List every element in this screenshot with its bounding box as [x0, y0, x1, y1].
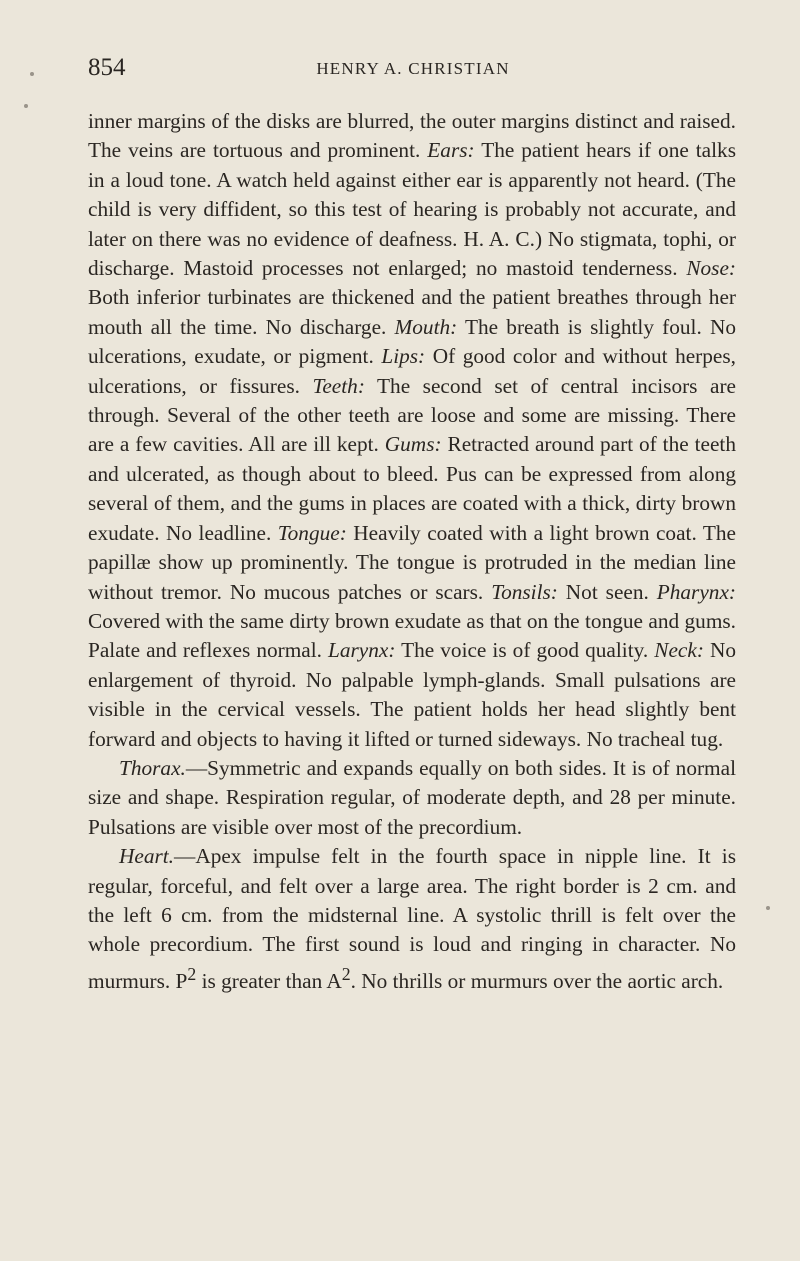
section-heading: Teeth:: [312, 373, 365, 398]
paragraph: [88, 107, 736, 754]
text-run: Heavily coated with a light brown coat. The papillæ show up prominently. The tongue is protruded in the median line without tremor. No mucous patches or scars.: [88, 520, 736, 604]
paragraph: [88, 754, 736, 842]
section-heading: Heart.: [119, 844, 175, 869]
text-run: No enlargement of thyroid. No palpable lymph-glands. Small pulsations are visible in the cervical vessels. The patient holds her head slightly bent forward and objects to having it lifted or turned sideways. No tracheal tug.: [88, 638, 736, 751]
section-heading: Gums:: [384, 432, 442, 457]
section-heading: Neck:: [654, 638, 704, 663]
text-run: Not seen.: [557, 579, 657, 604]
text-run: —Apex impulse felt in the fourth space in nipple line. It is regular, forceful, and felt over a large area. The right border is 2 cm. and the left 6 cm. from the midsternal line. A systolic thrill is felt over the whole precordium. The first sound is loud and ringing in character. No murmurs. P: [88, 844, 736, 993]
text-run: —Symmetric and expands equally on both sides. It is of normal size and shape. Respiration regular, of moderate depth, and 28 per minute. Pulsations are visible over most of the precordium.: [88, 755, 736, 839]
text-run: Both inferior turbinates are thickened and the patient breathes through her mouth all the time. No discharge.: [88, 285, 736, 339]
page-speck: [24, 104, 28, 108]
text-run: The second set of central incisors are through. Several of the other teeth are loose and some are missing. There are a few cavities. All are ill kept.: [88, 373, 736, 457]
text-run: Retracted around part of the teeth and ulcerated, as though about to bleed. Pus can be expressed from along several of them, and the gums in places are coated with a thick, dirty brown exudate. No leadline.: [88, 432, 736, 545]
page-speck: [30, 72, 34, 76]
section-heading: Larynx:: [328, 638, 396, 663]
text-run: The breath is slightly foul. No ulcerations, exudate, or pigment.: [88, 314, 736, 369]
page-speck: [766, 906, 770, 910]
section-heading: Pharynx:: [656, 579, 736, 604]
text-run: Covered with the same dirty brown exudate as that on the tongue and gums. Palate and reflexes normal.: [88, 608, 736, 663]
paragraph: [88, 842, 736, 996]
page-number: 854: [88, 54, 126, 81]
running-head: HENRY A. CHRISTIAN: [316, 59, 510, 78]
text-run: . No thrills or murmurs over the aortic arch.: [350, 968, 724, 993]
page-header: [88, 54, 738, 84]
section-heading: Tonsils:: [491, 579, 558, 604]
section-heading: Ears:: [427, 138, 475, 163]
text-run: is greater than A: [196, 968, 342, 993]
section-heading: Thorax.: [119, 755, 186, 780]
section-heading: Nose:: [686, 256, 736, 281]
body-text: [88, 107, 736, 996]
section-heading: Mouth:: [394, 314, 458, 339]
superscript: 2: [187, 963, 197, 984]
text-run: Of good color and without herpes, ulcerations, or fissures.: [88, 344, 736, 398]
section-heading: Lips:: [381, 344, 426, 369]
superscript: 2: [341, 963, 351, 984]
text-run: inner margins of the disks are blurred, the outer margins distinct and raised. The veins are tortuous and prominent.: [88, 109, 736, 163]
text-run: The voice is of good quality.: [395, 638, 655, 663]
text-run: The patient hears if one talks in a loud tone. A watch held against either ear is apparently not heard. (The child is very diffident, so this test of hearing is probably not accurate, and later on there was no evidence of deafness. H. A. C.) No stigmata, tophi, or discharge. Mastoid processes not enlarged; no mastoid tenderness.: [88, 138, 736, 281]
section-heading: Tongue:: [277, 520, 347, 545]
